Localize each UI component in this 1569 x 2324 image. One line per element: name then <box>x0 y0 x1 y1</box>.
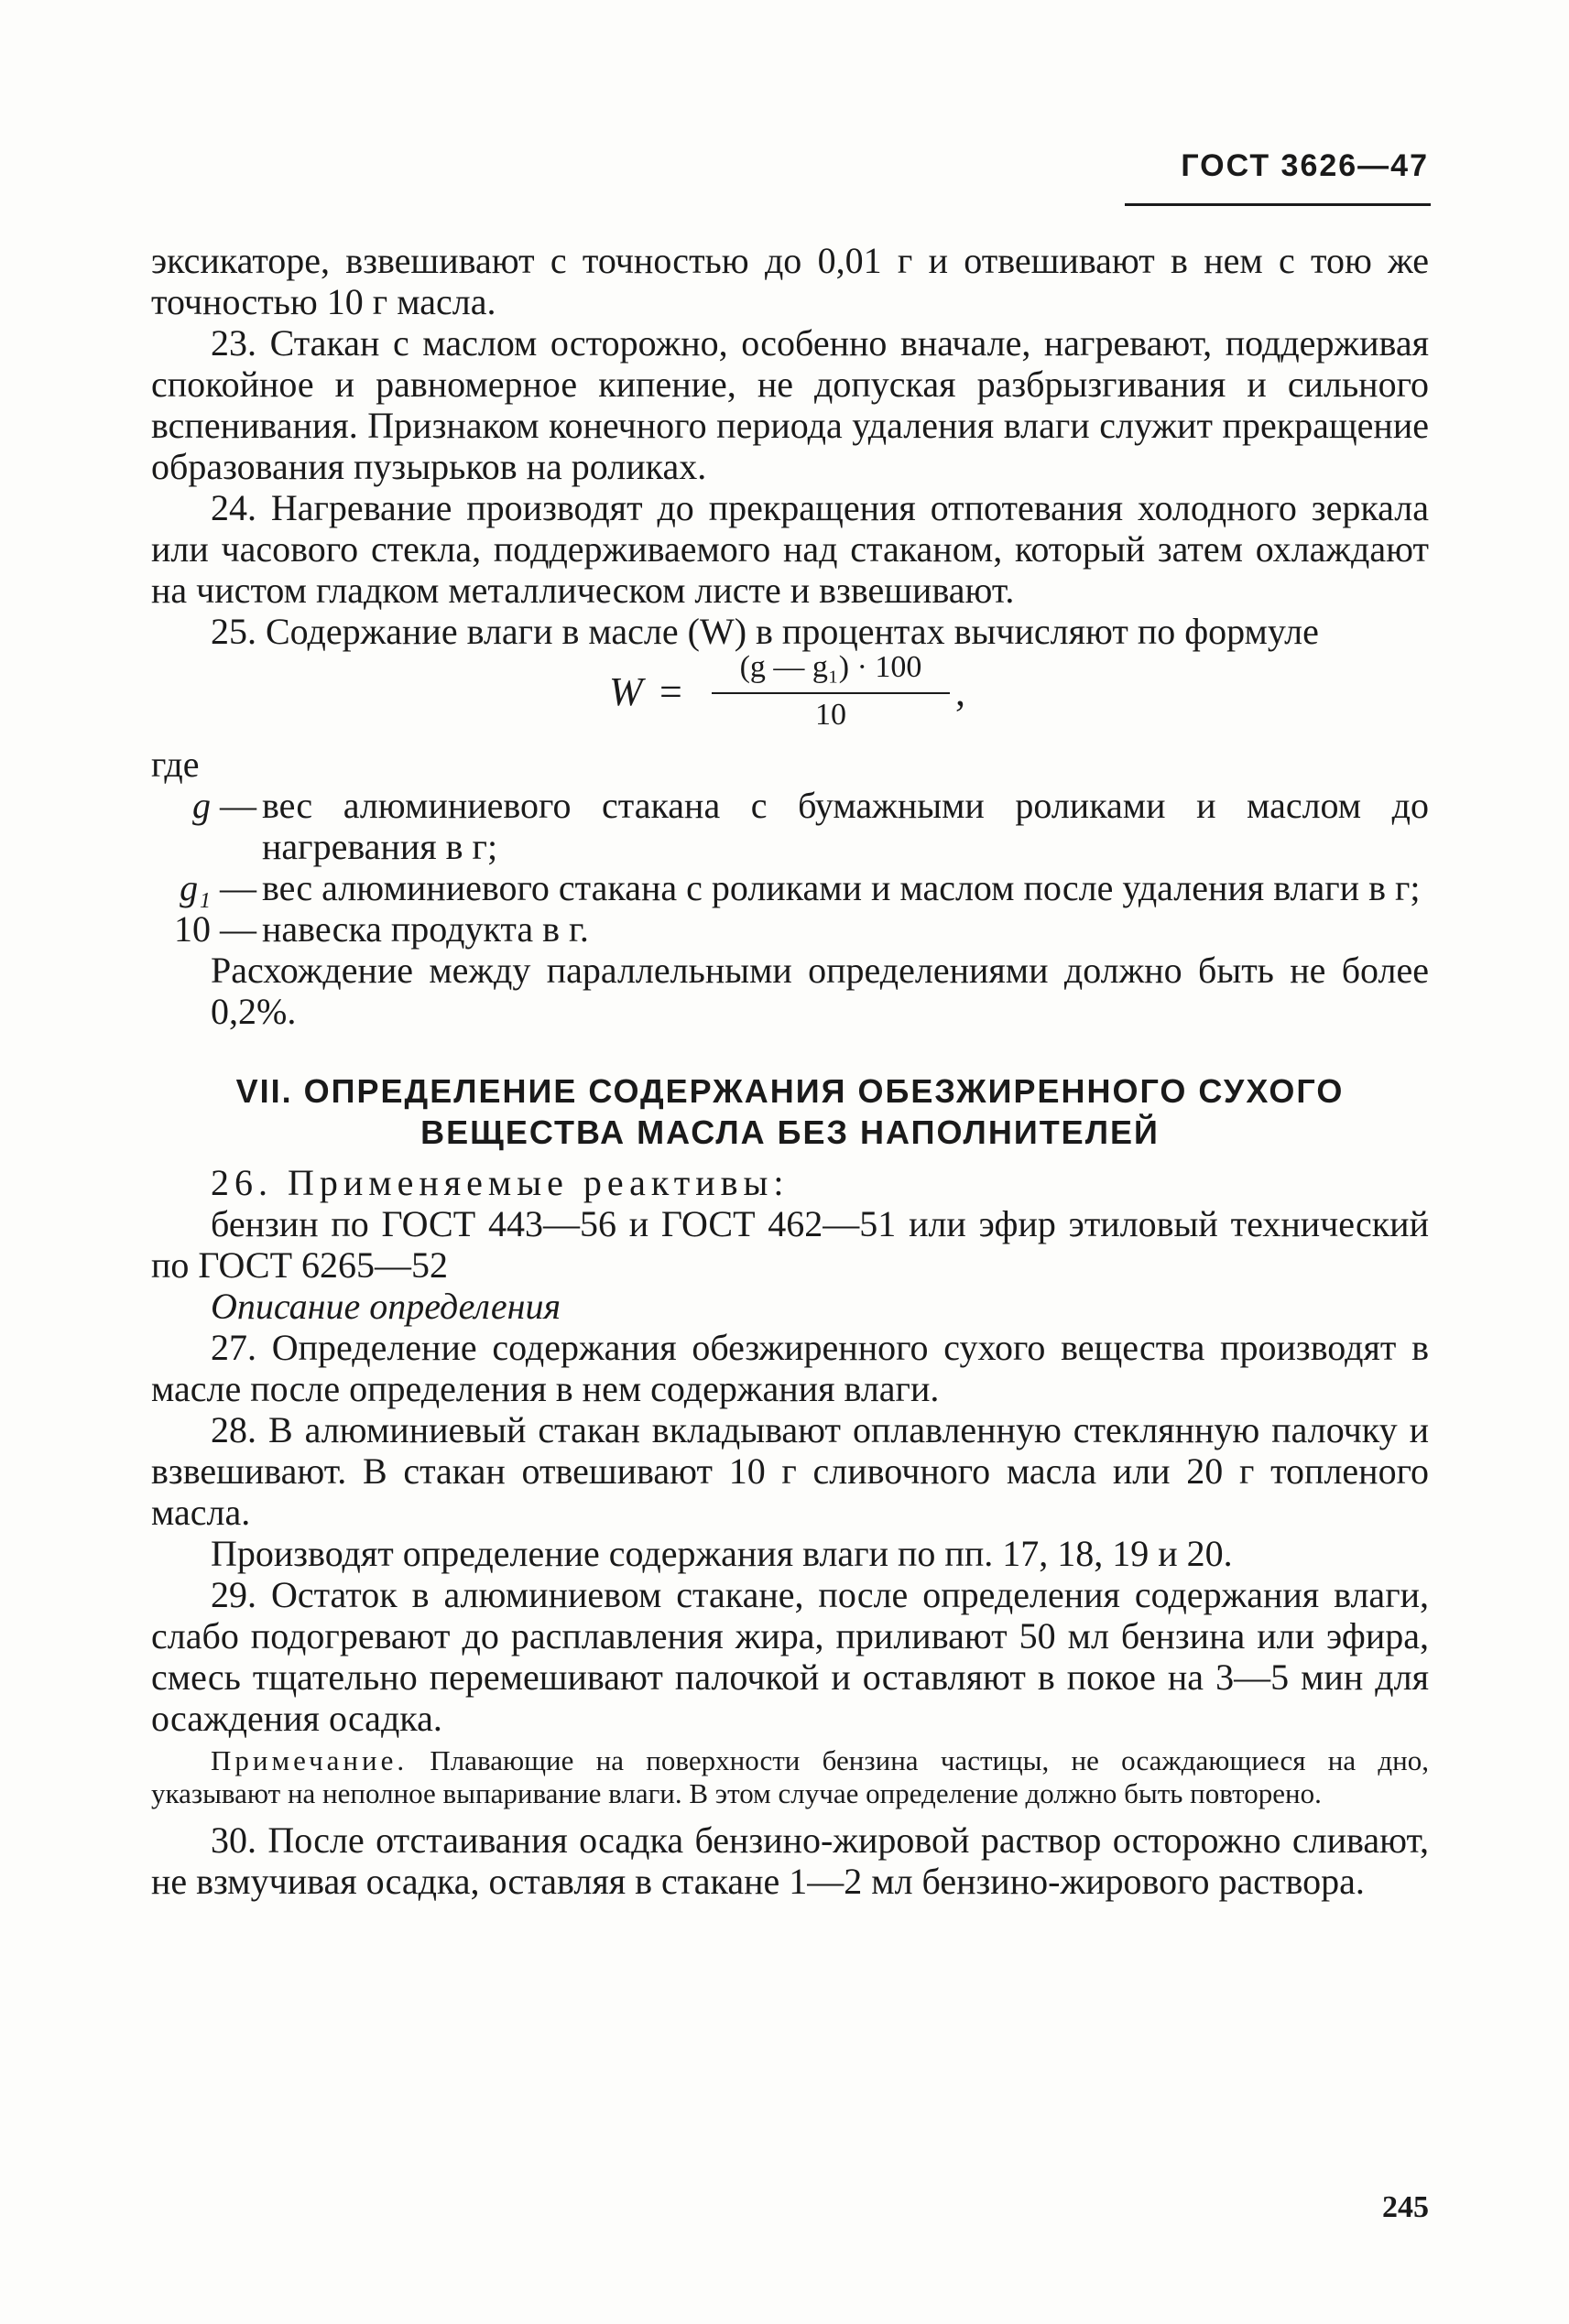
formula <box>151 652 1429 744</box>
formula-numerator: (g — g₁) · 100 <box>739 650 922 684</box>
formula-lhs: W <box>609 669 643 714</box>
where-label: где <box>151 744 200 785</box>
formula-denominator: 10 <box>815 698 846 732</box>
formula-equals: = <box>659 669 682 714</box>
section-heading <box>151 1070 1429 1153</box>
section-heading-line-1: VII. ОПРЕДЕЛЕНИЕ СОДЕРЖАНИЯ ОБЕЗЖИРЕННОГО СУХОГО <box>235 1072 1345 1110</box>
paragraph-28: 28. В алюминиевый стакан вкладывают оплавленную стеклянную палочку и взвешивают. В стакан отвешивают 10 г сливочного масла или 20 г топленого масла. <box>151 1409 1429 1533</box>
paragraph-27: 27. Определение содержания обезжиренного сухого вещества производят в масле после определения в нем содержания влаги. <box>151 1327 1429 1409</box>
discrepancy-paragraph: Расхождение между параллельными определениями должно быть не более 0,2%. <box>211 950 1429 1032</box>
definition-symbol: g <box>192 785 211 826</box>
fraction-bar <box>712 692 950 694</box>
subheading: Описание определения <box>211 1286 561 1327</box>
paragraph-continuation: эксикаторе, взвешивают с точностью до 0,01 г и отвешивают в нем с тою же точностью 10 г масла. <box>151 240 1429 322</box>
paragraph-24: 24. Нагревание производят до прекращения отпотевания холодного зеркала или часового стекла, поддерживаемого над стаканом, который затем охлаждают на чистом гладком металлическом листе и взвешивают. <box>151 487 1429 611</box>
definition-item: 10 — навеска продукта в г. <box>151 908 1429 950</box>
definition-item: g — вес алюминиевого стакана с бумажными роликами и маслом до нагревания в г; <box>192 785 1429 867</box>
paragraph-23: 23. Стакан с маслом осторожно, особенно вначале, нагревают, поддерживая спокойное и равномерное кипение, не допуская разбрызгивания и сильного вспенивания. Признаком конечного периода удаления влаги служит прекращение образования пузырьков на роликах. <box>151 322 1429 487</box>
document-body <box>151 240 1429 1902</box>
reagents-label: 26. Применяемые реактивы: <box>211 1162 790 1203</box>
section-heading-line-2: ВЕЩЕСТВА МАСЛА БЕЗ НАПОЛНИТЕЛЕЙ <box>420 1113 1160 1151</box>
definition-text: вес алюминиевого стакана с бумажными роликами и маслом до нагревания в г; <box>262 785 1429 867</box>
definition-symbol: g₁ <box>180 867 211 908</box>
note-text: Плавающие на поверхности бензина частицы, не осаждающиеся на дно, указывают на неполное выпаривание влаги. В этом случае определение должно быть повторено. <box>151 1744 1429 1809</box>
paragraph-moisture-ref: Производят определение содержания влаги по пп. 17, 18, 19 и 20. <box>211 1533 1233 1574</box>
definition-item: g₁ — вес алюминиевого стакана с роликами и маслом после удаления влаги в г; <box>151 867 1429 908</box>
definitions-list <box>151 785 1429 950</box>
standard-code: ГОСТ 3626—47 <box>1181 148 1429 183</box>
header-rule <box>1125 203 1431 206</box>
definition-symbol: 10 <box>174 908 211 950</box>
formula-comma: , <box>955 669 965 714</box>
note <box>151 1744 1429 1810</box>
definition-text: навеска продукта в г. <box>262 908 589 950</box>
reagents-text: бензин по ГОСТ 443—56 и ГОСТ 462—51 или эфир этиловый технический по ГОСТ 6265—52 <box>151 1203 1429 1286</box>
page-number: 245 <box>1382 2190 1429 2224</box>
definition-text: вес алюминиевого стакана с роликами и маслом после удаления влаги в г; <box>262 867 1421 908</box>
paragraph-30: 30. После отстаивания осадка бензино-жировой раствор осторожно сливают, не взмучивая осадка, оставляя в стакане 1—2 мл бензино-жирового раствора. <box>151 1819 1429 1902</box>
paragraph-25: 25. Содержание влаги в масле (W) в процентах вычисляют по формуле <box>211 611 1319 652</box>
note-label: Примечание. <box>211 1744 409 1776</box>
paragraph-29: 29. Остаток в алюминиевом стакане, после определения содержания влаги, слабо подогревают до расплавления жира, приливают 50 мл бензина или эфира, смесь тщательно перемешивают палочкой и оставляют в покое на 3—5 мин для осаждения осадка. <box>151 1574 1429 1739</box>
